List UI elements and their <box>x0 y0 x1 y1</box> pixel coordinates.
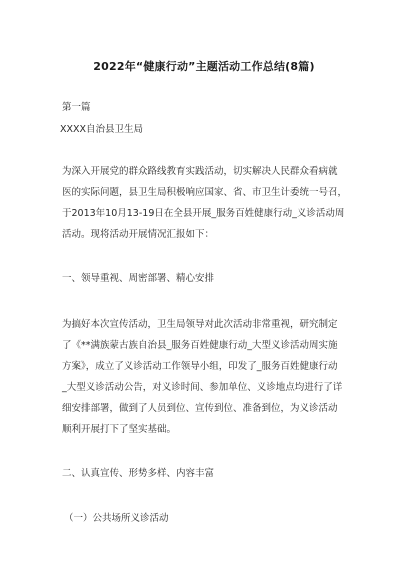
paragraph-line: 医的实际问题，县卫生局积极响应国家、省、市卫生计委统一号召， <box>62 187 348 198</box>
organization-name: XXXX自治县卫生局 <box>60 124 144 135</box>
paragraph-line: 为深入开展党的群众路线教育实践活动，切实解决人民群众看病就 <box>62 166 338 177</box>
paragraph-line: 了《**满族蒙古族自治县_服务百姓健康行动_大型义诊活动周实施 <box>62 340 338 351</box>
paragraph-line: 活动。现将活动开展情况汇报如下： <box>62 229 215 240</box>
section-heading-2: 二、认真宣传、形势多样、内容丰富 <box>62 468 215 479</box>
paragraph-line: 于2013年10月13-19日在全县开展_服务百姓健康行动_义诊活动周 <box>62 208 345 219</box>
section-heading-1: 一、领导重视、周密部署、精心安排 <box>62 273 215 284</box>
paragraph-line: 顺利开展打下了坚实基础。 <box>62 424 177 435</box>
paragraph-line: 细安排部署，做到了人员到位、宣传到位、准备到位，为义诊活动 <box>62 403 338 414</box>
section-label: 第一篇 <box>62 102 91 113</box>
document-title: 2022年“健康行动”主题活动工作总结(8篇) <box>93 60 315 73</box>
subsection-heading-1: （一）公共场所义诊活动 <box>64 513 169 524</box>
paragraph-line: 为搞好本次宣传活动，卫生局领导对此次活动非常重视，研究制定 <box>62 319 338 330</box>
paragraph-line: _大型义诊活动公告，对义诊时间、参加单位、义诊地点均进行了详 <box>62 382 343 393</box>
paragraph-line: 方案》，成立了义诊活动工作领导小组，印发了_服务百姓健康行动 <box>62 361 338 372</box>
